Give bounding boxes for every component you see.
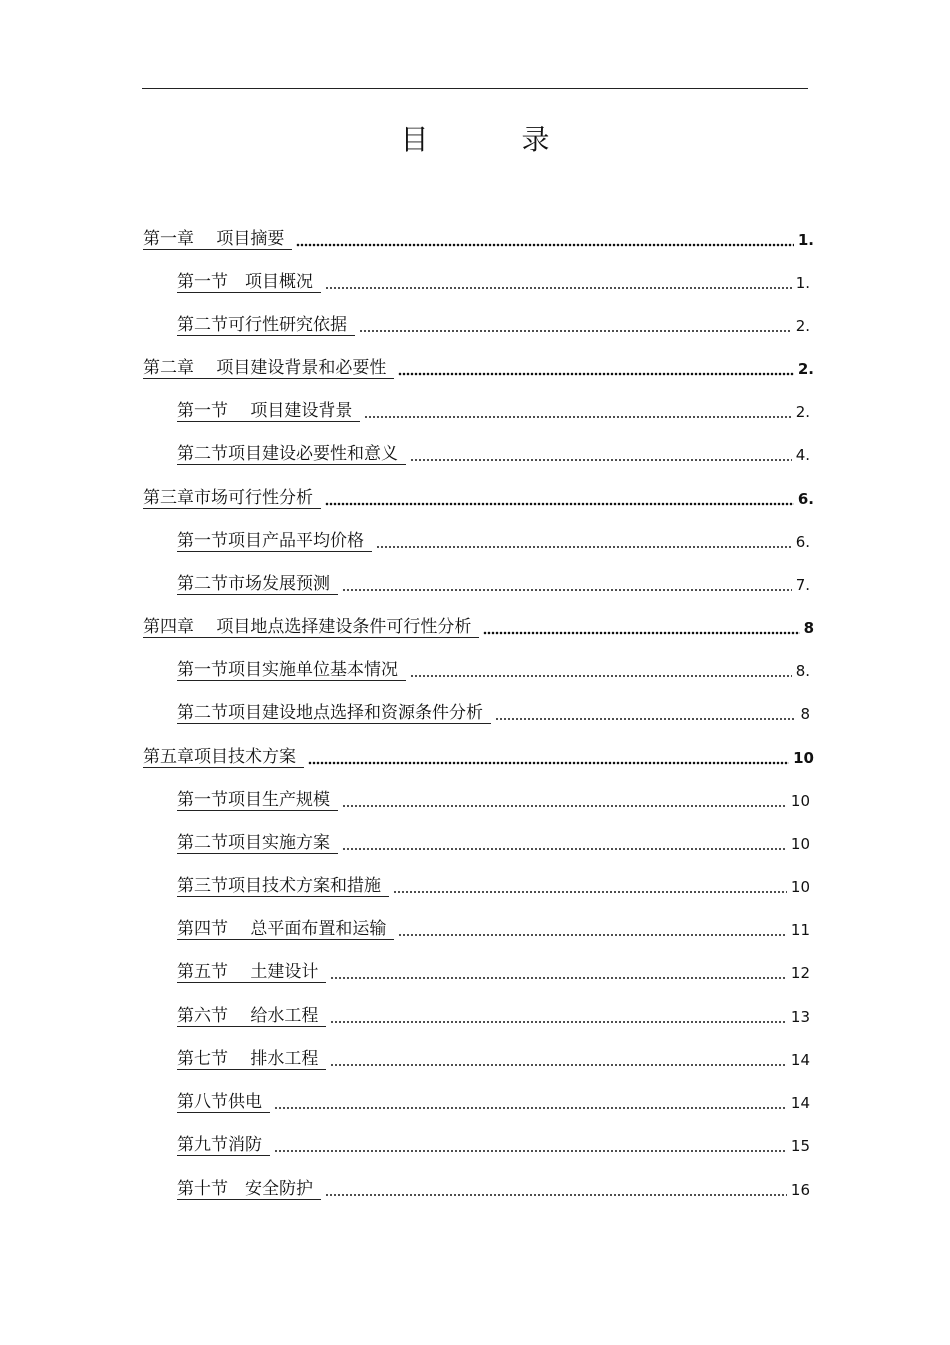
toc-page-number: 1.	[797, 231, 814, 249]
toc-entry-label: 第一节 项目建设背景	[177, 401, 360, 422]
toc-page-number: 13	[790, 1008, 810, 1026]
toc-chapter-4[interactable]	[143, 614, 814, 638]
toc-entry-label: 第三章市场可行性分析	[143, 488, 321, 509]
toc-section-5-1[interactable]	[177, 787, 810, 811]
toc-page-number: 10	[790, 792, 810, 810]
toc-entry-label: 第三节项目技术方案和措施	[177, 876, 389, 897]
dot-leader	[398, 933, 787, 937]
toc-page-number: 15	[790, 1137, 810, 1155]
dot-leader	[495, 717, 796, 721]
toc-page-number: 6.	[795, 533, 810, 551]
toc-entry-label: 第九节消防	[177, 1135, 270, 1156]
toc-page-number: 8	[800, 705, 810, 723]
dot-leader	[393, 890, 787, 894]
dot-leader	[364, 415, 791, 419]
dot-leader	[330, 976, 787, 980]
toc-entry-label: 第四章 项目地点选择建设条件可行性分析	[143, 617, 479, 638]
toc-page-number: 14	[790, 1051, 810, 1069]
toc-entry-label: 第五章项目技术方案	[143, 747, 304, 768]
toc-page-number: 8.	[795, 662, 810, 680]
toc-page-number: 10	[793, 749, 814, 767]
toc-entry-label: 第六节 给水工程	[177, 1006, 326, 1027]
toc-chapter-3[interactable]	[143, 485, 814, 509]
dot-leader	[410, 458, 792, 462]
dot-leader	[325, 286, 792, 290]
toc-section-5-8[interactable]	[177, 1089, 810, 1113]
toc-page-number: 2.	[795, 317, 810, 335]
dot-leader	[410, 674, 792, 678]
dot-leader	[483, 631, 799, 635]
toc-page-number: 4.	[795, 446, 810, 464]
toc-entry-label: 第二节项目建设必要性和意义	[177, 444, 406, 465]
toc-section-5-2[interactable]	[177, 830, 810, 854]
toc-section-5-6[interactable]	[177, 1003, 810, 1027]
toc-section-5-10[interactable]	[177, 1176, 810, 1200]
dot-leader	[342, 847, 787, 851]
toc-page-number: 14	[790, 1094, 810, 1112]
dot-leader	[398, 372, 793, 376]
toc-chapter-1[interactable]	[143, 226, 814, 250]
toc-page-number: 16	[790, 1181, 810, 1199]
toc-entry-label: 第二节市场发展预测	[177, 574, 338, 595]
toc-section-5-5[interactable]	[177, 959, 810, 983]
toc-entry-label: 第一节项目产品平均价格	[177, 531, 372, 552]
toc-page-number: 1.	[795, 274, 810, 292]
toc-page-number: 10	[790, 835, 810, 853]
toc-entry-label: 第一节 项目概况	[177, 272, 321, 293]
toc-section-3-2[interactable]	[177, 571, 810, 595]
toc-section-4-2[interactable]	[177, 700, 810, 724]
toc-section-5-4[interactable]	[177, 916, 810, 940]
toc-page-number: 11	[790, 921, 810, 939]
dot-leader	[274, 1149, 787, 1153]
toc-entry-label: 第十节 安全防护	[177, 1179, 321, 1200]
toc-page-number: 7.	[795, 576, 810, 594]
dot-leader	[308, 761, 789, 765]
toc-title: 目 录	[400, 123, 592, 156]
toc-entry-label: 第一节项目实施单位基本情况	[177, 660, 406, 681]
toc-entry-label: 第一节项目生产规模	[177, 790, 338, 811]
toc-chapter-5[interactable]	[143, 744, 814, 768]
toc-entry-label: 第四节 总平面布置和运输	[177, 919, 394, 940]
toc-section-5-3[interactable]	[177, 873, 810, 897]
dot-leader	[325, 1193, 787, 1197]
toc-entry-label: 第二节可行性研究依据	[177, 315, 355, 336]
toc-section-5-7[interactable]	[177, 1046, 810, 1070]
toc-page-number: 10	[790, 878, 810, 896]
toc-section-2-1[interactable]	[177, 398, 810, 422]
toc-entry-label: 第八节供电	[177, 1092, 270, 1113]
toc-chapter-2[interactable]	[143, 355, 814, 379]
toc-section-3-1[interactable]	[177, 528, 810, 552]
dot-leader	[325, 502, 794, 506]
toc-section-4-1[interactable]	[177, 657, 810, 681]
toc-page-number: 12	[790, 964, 810, 982]
toc-page-number: 6.	[797, 490, 814, 508]
dot-leader	[342, 588, 792, 592]
dot-leader	[376, 545, 792, 549]
dot-leader	[274, 1106, 787, 1110]
toc-entry-label: 第五节 土建设计	[177, 962, 326, 983]
toc-entry-label: 第一章 项目摘要	[143, 229, 292, 250]
dot-leader	[359, 329, 792, 333]
toc-section-1-1[interactable]	[177, 269, 810, 293]
toc-section-5-9[interactable]	[177, 1132, 810, 1156]
dot-leader	[342, 804, 787, 808]
toc-page-number: 8	[803, 619, 814, 637]
dot-leader	[296, 243, 793, 247]
toc-entry-label: 第二节项目实施方案	[177, 833, 338, 854]
toc-page-number: 2.	[795, 403, 810, 421]
toc-section-2-2[interactable]	[177, 441, 810, 465]
toc-page-number: 2.	[797, 360, 814, 378]
dot-leader	[330, 1063, 787, 1067]
toc-entry-label: 第二节项目建设地点选择和资源条件分析	[177, 703, 491, 724]
toc-entry-label: 第七节 排水工程	[177, 1049, 326, 1070]
dot-leader	[330, 1020, 787, 1024]
toc-entry-label: 第二章 项目建设背景和必要性	[143, 358, 394, 379]
toc-section-1-2[interactable]	[177, 312, 810, 336]
